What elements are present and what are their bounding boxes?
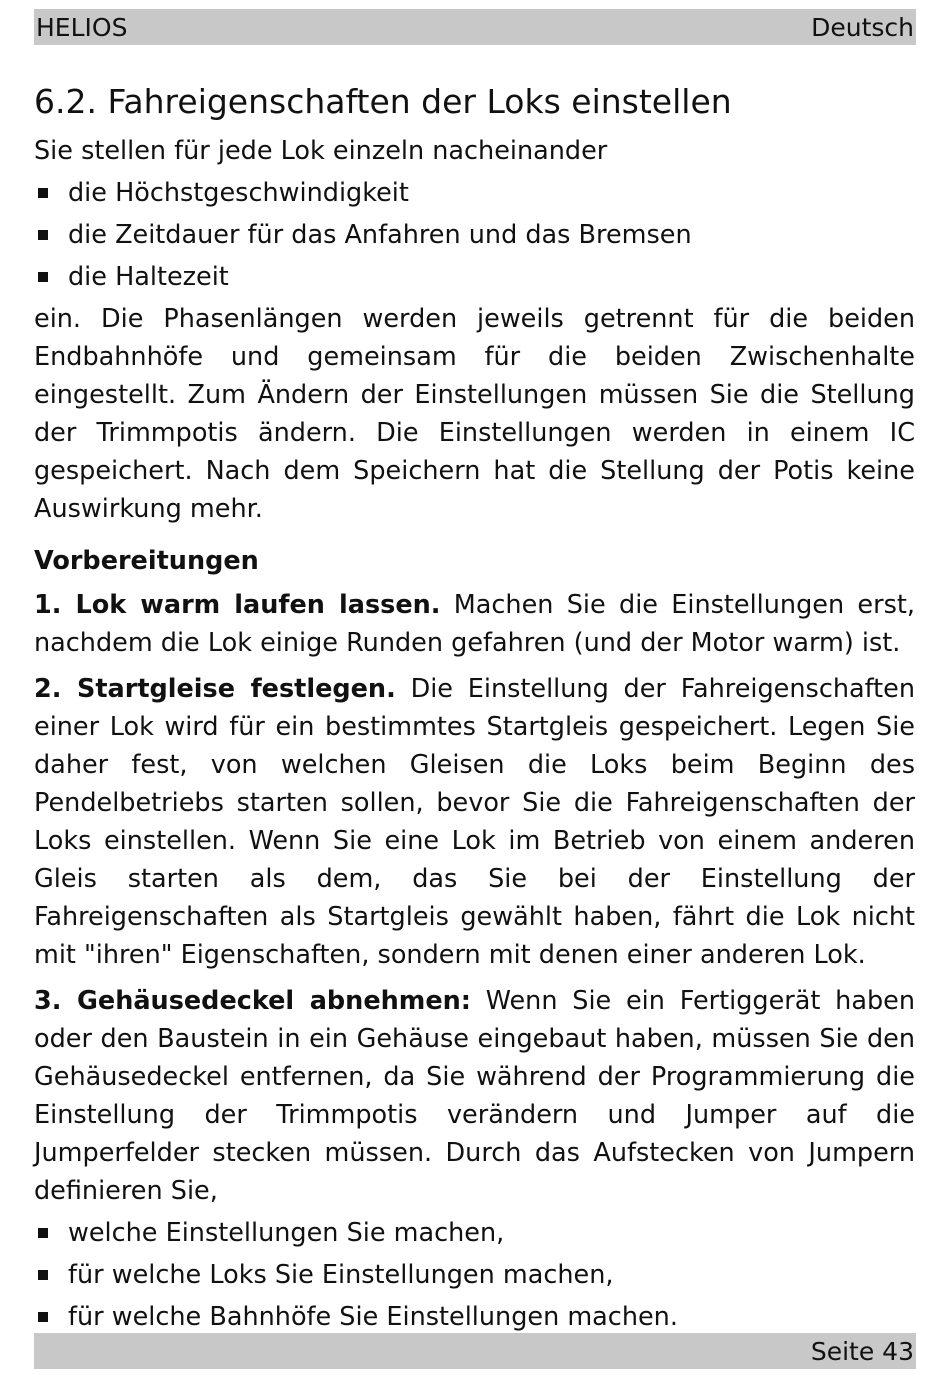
intro-text: Sie stellen für jede Lok einzeln nacheinander (34, 136, 608, 166)
page-number: Seite 43 (810, 1336, 914, 1366)
step-label: 2. Startgleise festlegen. (34, 674, 396, 704)
square-bullet-icon (38, 1228, 48, 1238)
final-bullet-list (34, 1214, 915, 1336)
step-text: Machen Sie die Einstellungen erst, nachdem die Lok einige Runden gefahren (und der Motor warm) ist. (34, 590, 915, 658)
section-title: 6.2. Fahreigenschaften der Loks einstellen (34, 82, 732, 121)
square-bullet-icon (38, 1270, 48, 1280)
page-header (34, 9, 916, 45)
square-bullet-icon (38, 272, 48, 282)
subsection-heading: Vorbereitungen (34, 546, 259, 576)
page-content (34, 80, 915, 1340)
step-3 (34, 982, 915, 1210)
body-paragraph: ein. Die Phasenlängen werden jeweils getrennt für die beiden Endbahnhöfe und gemeinsam für die beiden Zwischenhalte eingestellt. Zum Ändern der Einstellungen müssen Sie die Stellung der Trimmpotis ändern. Die Einstellungen werden in einem IC gespeichert. Nach dem Speichern hat die Stellung der Potis keine Auswirkung mehr. (34, 304, 915, 524)
square-bullet-icon (38, 188, 48, 198)
step-text: Die Einstellung der Fahreigenschaften einer Lok wird für ein bestimmtes Startgleis gespeichert. Legen Sie daher fest, von welchen Gleisen die Loks beim Beginn des Pendelbetriebs starten sollen, bevor Sie die Fahreigenschaften der Loks einstellen. Wenn Sie eine Lok im Betrieb von einem anderen Gleis starten als dem, das Sie bei der Einstellung der Fahreigenschaften als Startgleis gewählt haben, fährt die Lok nicht mit "ihren" Eigenschaften, sondern mit denen einer anderen Lok. (34, 674, 916, 970)
square-bullet-icon (38, 1312, 48, 1322)
step-2 (34, 670, 915, 974)
list-item: für welche Loks Sie Einstellungen machen, (34, 1256, 915, 1294)
list-item: die Zeitdauer für das Anfahren und das Bremsen (34, 216, 915, 254)
list-item: die Haltezeit (34, 258, 915, 296)
step-label: 3. Gehäusedeckel abnehmen: (34, 986, 471, 1016)
list-item: welche Einstellungen Sie machen, (34, 1214, 915, 1252)
intro-bullet-list (34, 174, 915, 296)
page-footer (34, 1333, 916, 1369)
step-text: Wenn Sie ein Fertiggerät haben oder den Baustein in ein Gehäuse eingebaut haben, müssen Sie den Gehäusedeckel entfernen, da Sie während der Programmierung die Einstellung der Trimmpotis verändern und Jumper auf die Jumperfelder stecken müssen. Durch das Aufstecken von Jumpern definieren Sie, (34, 986, 915, 1206)
square-bullet-icon (38, 230, 48, 240)
step-1 (34, 586, 915, 662)
header-language: Deutsch (811, 12, 914, 42)
list-item: die Höchstgeschwindigkeit (34, 174, 915, 212)
list-item: für welche Bahnhöfe Sie Einstellungen machen. (34, 1298, 915, 1336)
header-title: HELIOS (36, 12, 128, 42)
step-label: 1. Lok warm laufen lassen. (34, 590, 441, 620)
